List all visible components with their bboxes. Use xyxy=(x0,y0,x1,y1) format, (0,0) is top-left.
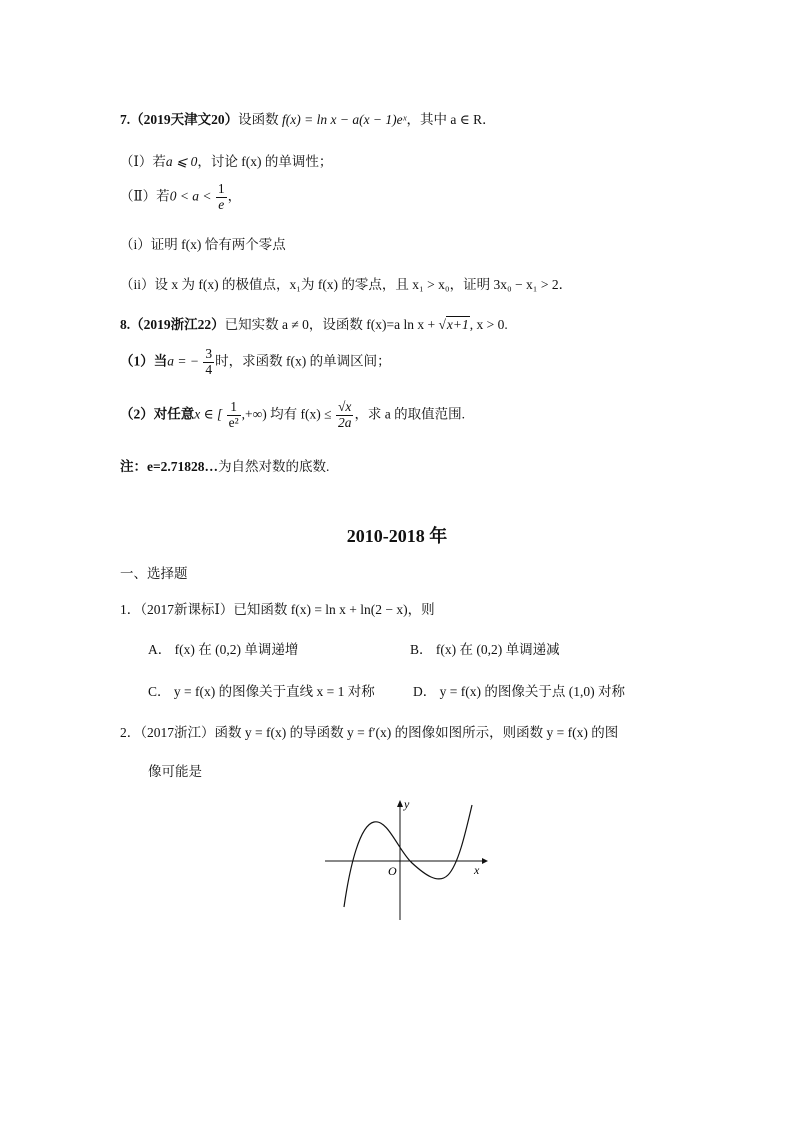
question-1-option-a: A． f(x) 在 (0,2) 单调递增 xyxy=(148,642,299,657)
fraction-3-over-4: $\frac{3}{4}$ xyxy=(205,346,213,377)
problem-7-sub-2: （ii）设 x 为 f(x) 的极值点，x₁为 f(x) 的零点，且 x₁ > x₀，证明 3x₀ − x₁ > 2． xyxy=(120,277,573,292)
problem-8-question-2: （2）对任意x ∈ [ $\frac{1}{\text{e²}}$ ,+∞) 均有 f(x) ≤ $\frac{√x}{2a}$ ，求 a 的取值范围. xyxy=(120,399,466,430)
question-2-stem-cont: 像可能是 xyxy=(148,764,202,779)
problem-8-note: 注：e=2.71828…为自然对数的底数. xyxy=(120,459,330,474)
derivative-curve xyxy=(344,805,472,907)
origin-label: O xyxy=(388,864,397,878)
fraction-sqrt-x-over-2a: $\frac{√x}{2a}$ xyxy=(337,399,352,430)
question-1-option-d: D． y = f(x) 的图像关于点 (1,0) 对称 xyxy=(413,684,625,699)
problem-7-label: 7.（2019天津文20） xyxy=(120,112,239,127)
problem-7-statement: 7.（2019天津文20）设函数 f(x) = ln x − a(x − 1)eˣ，其中 a ∈ R． xyxy=(120,112,496,127)
fraction-1-over-e-squared: $\frac{1}{\text{e²}}$ xyxy=(228,399,239,430)
problem-8-question-1: （1）当a = − $\frac{3}{4}$ 时，求函数 f(x) 的单调区间； xyxy=(120,346,391,377)
derivative-graph xyxy=(320,795,490,925)
x-axis-arrow xyxy=(482,858,488,864)
fraction-1-over-e: $\frac{1}{e}$ xyxy=(217,181,225,212)
x-axis-label: x xyxy=(474,863,480,877)
problem-8-label: 8.（2019浙江22） xyxy=(120,317,225,332)
question-1-option-c: C． y = f(x) 的图像关于直线 x = 1 对称 xyxy=(148,684,375,699)
question-2-stem: 2．（2017浙江）函数 y = f(x) 的导函数 y = f′(x) 的图像如图所示，则函数 y = f(x) 的图 xyxy=(120,725,619,740)
problem-7-part-2: （Ⅱ）若0 < a < $\frac{1}{e}$ ， xyxy=(120,181,242,212)
problem-7-part-1: （Ⅰ）若a ⩽ 0，讨论 f(x) 的单调性； xyxy=(120,154,333,169)
section-heading-years: 2010-2018 年 xyxy=(346,526,448,546)
question-1-option-b: B． f(x) 在 (0,2) 单调递减 xyxy=(410,642,560,657)
y-axis-arrow xyxy=(397,800,403,807)
problem-8-statement: 8.（2019浙江22）已知实数 a ≠ 0，设函数 f(x)=a ln x + √x+1, x > 0. xyxy=(120,317,508,332)
question-1-stem: 1．（2017新课标Ⅰ）已知函数 f(x) = ln x + ln(2 − x)，则 xyxy=(120,602,435,617)
section-title-multiple-choice: 一、选择题 xyxy=(120,566,188,581)
y-axis-label: y xyxy=(404,797,410,811)
problem-7-sub-1: （i）证明 f(x) 恰有两个零点 xyxy=(120,237,286,252)
